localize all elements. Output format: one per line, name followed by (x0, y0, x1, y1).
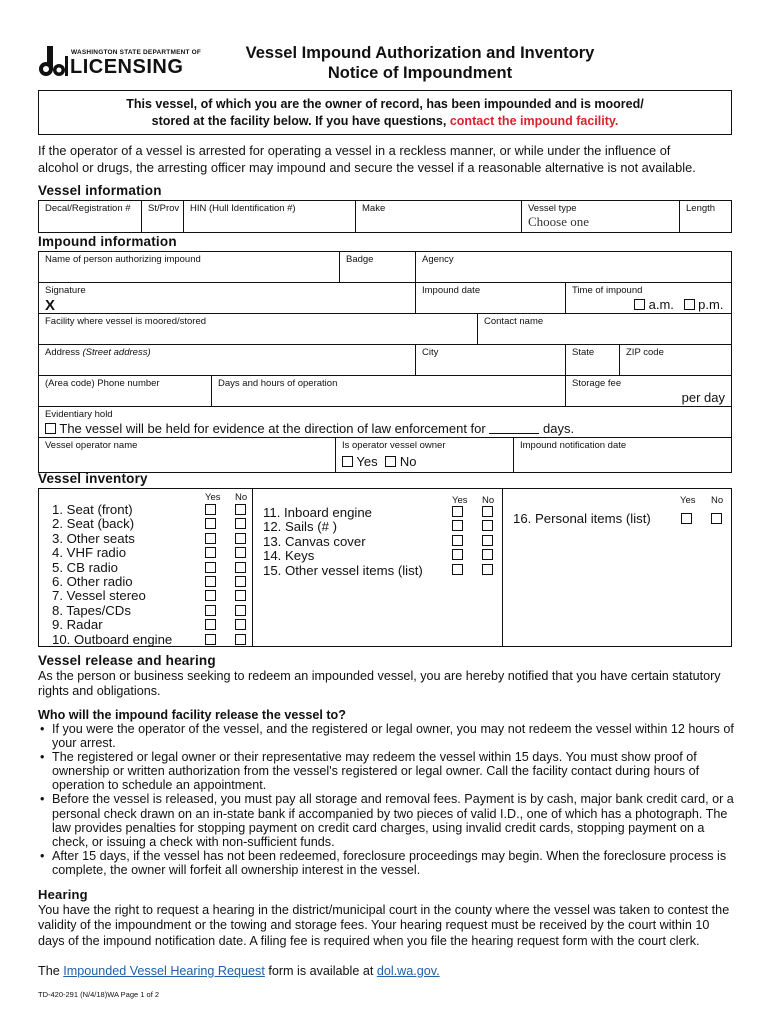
operator-name-label: Vessel operator name (45, 440, 138, 451)
is-owner-field (336, 438, 514, 472)
am-checkbox[interactable] (634, 299, 645, 310)
availability-prefix: The (38, 964, 60, 978)
evidentiary-days-suffix: days. (542, 421, 575, 436)
am-label: a.m. (648, 297, 674, 312)
item-no-checkbox[interactable] (235, 504, 246, 515)
intro-line-2: alcohol or drugs, the arresting officer may impound and secure the vessel if a reasonable alternative is not available. (38, 160, 696, 175)
notification-date-label: Impound notification date (520, 440, 627, 451)
am-pm-options (634, 297, 723, 312)
storage-fee-field[interactable] (566, 376, 731, 407)
impound-info-heading: Impound information (38, 234, 177, 249)
decal-field[interactable] (39, 201, 142, 232)
inventory-item: 5. CB radio (52, 559, 118, 575)
inventory-item: 13. Canvas cover (263, 533, 366, 549)
evidentiary-text: The vessel will be held for evidence at the direction of law enforcement for (59, 421, 486, 436)
time-of-impound-field[interactable] (566, 283, 731, 314)
city-field[interactable] (416, 345, 566, 376)
hin-label: HIN (Hull Identification #) (190, 203, 296, 214)
inventory-list-1 (52, 503, 172, 647)
item-no-checkbox[interactable] (235, 576, 246, 587)
title-line-2: Notice of Impoundment (327, 64, 513, 82)
inventory-item: 14. Keys (263, 548, 315, 564)
is-owner-options (342, 454, 416, 469)
item-yes-checkbox[interactable] (205, 576, 216, 587)
phone-field[interactable] (39, 376, 212, 407)
item-no-checkbox[interactable] (482, 549, 493, 560)
release-bullet: • Before the vessel is released, you must pay all storage and removal fees. Payment is by cash, major bank credit card, or a personal check drawn on an in-state bank if accompanied by two pieces of valid I.D., one of which has a photograph. The law provides penalties for stopping payment on credit card charges, using invalid credit cards, stopping payment on a check, or issuing a check with non-sufficient funds. (38, 792, 734, 848)
phone-label: (Area code) Phone number (45, 378, 160, 389)
per-day-text: per day (681, 390, 725, 405)
item-yes-checkbox[interactable] (205, 590, 216, 601)
dol-logo (38, 44, 202, 78)
hearing-form-availability (38, 964, 440, 979)
inventory-list-3 (513, 512, 651, 526)
owner-notice-box (38, 90, 732, 135)
item-yes-checkbox[interactable] (205, 634, 216, 645)
item-no-checkbox[interactable] (235, 619, 246, 630)
hearing-request-form-link[interactable]: Impounded Vessel Hearing Request (63, 964, 265, 978)
release-bullet: • If you were the operator of the vessel, and the registered or legal owner, you may not redeem the vessel within 12 hours of your arrest. (38, 722, 734, 750)
col1-no-header: No (235, 492, 248, 503)
signature-label: Signature (45, 285, 86, 296)
title-line-1: Vessel Impound Authorization and Inventory (245, 44, 595, 62)
inventory-item: 6. Other radio (52, 574, 133, 590)
agency-label: Agency (422, 254, 454, 265)
availability-mid: form is available at (268, 964, 374, 978)
hin-field[interactable] (184, 201, 356, 232)
facility-field[interactable] (39, 314, 478, 345)
contact-label: Contact name (484, 316, 544, 327)
badge-label: Badge (346, 254, 374, 265)
item-no-checkbox[interactable] (235, 533, 246, 544)
operator-name-field[interactable] (39, 438, 336, 472)
item-yes-checkbox[interactable] (452, 520, 463, 531)
pm-checkbox[interactable] (684, 299, 695, 310)
item-no-checkbox[interactable] (235, 547, 246, 558)
item-yes-checkbox[interactable] (452, 535, 463, 546)
inventory-item: 3. Other seats (52, 530, 135, 546)
evidentiary-days-blank[interactable] (489, 433, 539, 434)
inventory-grid (38, 488, 732, 647)
city-label: City (422, 347, 439, 358)
item-yes-checkbox[interactable] (205, 605, 216, 616)
item-no-checkbox[interactable] (482, 564, 493, 575)
col3-no-header: No (711, 495, 724, 506)
owner-no-checkbox[interactable] (385, 456, 396, 467)
stprov-label: St/Prov (148, 203, 180, 214)
col2-no-checkboxes (482, 506, 494, 578)
inventory-heading: Vessel inventory (38, 471, 148, 486)
is-owner-label: Is operator vessel owner (342, 440, 446, 451)
notice-line-2 (39, 113, 731, 130)
item-no-checkbox[interactable] (711, 513, 722, 524)
storage-fee-label: Storage fee (572, 378, 622, 389)
notice-line-2-text: stored at the facility below. If you have questions, (151, 114, 447, 128)
item-no-checkbox[interactable] (482, 535, 493, 546)
notification-date-field[interactable] (514, 438, 731, 472)
stprov-field[interactable] (142, 201, 184, 232)
signature-mark: X (45, 297, 56, 314)
evidentiary-hold-field (39, 407, 731, 438)
owner-yes-label: Yes (356, 454, 378, 469)
badge-field[interactable] (340, 252, 416, 283)
zip-label: ZIP code (626, 347, 664, 358)
impound-date-field[interactable] (416, 283, 566, 314)
hearing-text: You have the right to request a hearing in the district/municipal court in the county where the vessel was taken to contest the validity of the impoundment or the towing and storage fees. Your hearing request must be received by the court within 10 days of the impound notification date. A filing fee is required when you file the hearing request form with the court clerk. (38, 903, 730, 948)
days-hours-label: Days and hours of operation (218, 378, 338, 389)
evidentiary-statement (45, 421, 574, 436)
inventory-item: 12. Sails (# ) (263, 519, 338, 535)
make-label: Make (362, 203, 386, 214)
release-subheading: Who will the impound facility release the vessel to? (38, 708, 346, 722)
item-no-checkbox[interactable] (235, 518, 246, 529)
notice-line-1: This vessel, of which you are the owner of record, has been impounded and is moored/ (126, 97, 644, 111)
address-label-text: Address (45, 347, 80, 358)
inventory-item: 1. Seat (front) (52, 502, 133, 517)
dol-logo-icon (38, 46, 68, 78)
owner-no-label: No (399, 454, 417, 469)
col1-yes-checkboxes (205, 504, 217, 648)
evidentiary-checkbox[interactable] (45, 423, 56, 434)
authorizer-label: Name of person authorizing impound (45, 254, 201, 265)
address-field[interactable] (39, 345, 416, 376)
item-yes-checkbox[interactable] (205, 533, 216, 544)
inventory-item: 11. Inboard engine (263, 505, 373, 520)
decal-label: Decal/Registration # (45, 203, 131, 214)
item-no-checkbox[interactable] (235, 634, 246, 645)
facility-label: Facility where vessel is moored/stored (45, 316, 207, 327)
contact-facility-link[interactable]: contact the impound facility. (449, 114, 619, 128)
state-field[interactable] (566, 345, 620, 376)
item-no-checkbox[interactable] (235, 562, 246, 573)
item-yes-checkbox[interactable] (452, 506, 463, 517)
release-intro: As the person or business seeking to redeem an impounded vessel, you are hereby notified that you have certain statutory rights and obligations. (38, 669, 721, 699)
intro-line-1: If the operator of a vessel is arrested for operating a vessel in a reckless manner, or while under the influence of (38, 143, 671, 158)
vessel-type-label: Vessel type (528, 203, 577, 214)
length-field[interactable] (680, 201, 731, 232)
item-no-checkbox[interactable] (235, 590, 246, 601)
item-yes-checkbox[interactable] (452, 564, 463, 575)
length-label: Length (686, 203, 716, 214)
inventory-item: 16. Personal items (list) (513, 511, 651, 526)
col2-no-header: No (482, 495, 495, 506)
impound-date-label: Impound date (422, 285, 481, 296)
state-label: State (572, 347, 595, 358)
vessel-type-field[interactable] (522, 201, 680, 232)
inventory-item: 2. Seat (back) (52, 516, 135, 532)
release-bullet: • After 15 days, if the vessel has not been redeemed, foreclosure proceedings may begin. When the foreclosure process is complete, the owner will forfeit all ownership interest in the vessel. (38, 849, 734, 877)
days-hours-field[interactable] (212, 376, 566, 407)
vessel-info-grid (38, 200, 732, 233)
col1-no-checkboxes (235, 504, 247, 648)
release-heading: Vessel release and hearing (38, 653, 216, 668)
item-no-checkbox[interactable] (235, 605, 246, 616)
item-yes-checkbox[interactable] (681, 513, 692, 524)
pm-label: p.m. (698, 297, 724, 312)
dol-website-link[interactable]: dol.wa.gov. (376, 964, 440, 978)
inventory-item: 7. Vessel stereo (52, 588, 146, 604)
owner-yes-checkbox[interactable] (342, 456, 353, 467)
evidentiary-label: Evidentiary hold (45, 409, 113, 420)
col2-yes-checkboxes (452, 506, 464, 578)
agency-field[interactable] (416, 252, 731, 283)
col3-yes-header: Yes (680, 495, 696, 506)
hearing-heading: Hearing (38, 887, 88, 902)
agency-dept: WASHINGTON STATE DEPARTMENT OF (71, 49, 202, 56)
intro-paragraph (38, 142, 738, 176)
item-yes-checkbox[interactable] (452, 549, 463, 560)
form-title (200, 43, 640, 83)
authorizer-name-field[interactable] (39, 252, 340, 283)
address-label-hint: (Street address) (82, 347, 151, 358)
zip-field[interactable] (620, 345, 731, 376)
inventory-item: 9. Radar (52, 617, 103, 633)
inventory-item: 4. VHF radio (52, 545, 127, 561)
item-no-checkbox[interactable] (482, 520, 493, 531)
make-field[interactable] (356, 201, 522, 232)
col1-yes-header: Yes (205, 492, 221, 503)
contact-name-field[interactable] (478, 314, 731, 345)
address-label (45, 347, 151, 358)
inventory-list-2 (263, 506, 423, 578)
inventory-item: 8. Tapes/CDs (52, 602, 131, 618)
item-yes-checkbox[interactable] (205, 562, 216, 573)
vessel-info-heading: Vessel information (38, 183, 162, 198)
inventory-item: 10. Outboard engine (52, 631, 173, 647)
release-bullet: • The registered or legal owner or their representative may redeem the vessel within 15 days. You must show proof of ownership or written authorization from the vessel's registered or legal owner. Call the facility contact during hours of operation to schedule an appointment. (38, 750, 734, 792)
item-yes-checkbox[interactable] (205, 504, 216, 515)
release-bullets (38, 722, 734, 877)
time-label: Time of impound (572, 285, 643, 296)
signature-field[interactable] (39, 283, 416, 314)
inventory-item: 15. Other vessel items (list) (263, 562, 423, 578)
col2-yes-header: Yes (452, 495, 468, 506)
item-yes-checkbox[interactable] (205, 619, 216, 630)
form-id-footer: TD-420-291 (N/4/18)WA Page 1 of 2 (38, 990, 160, 999)
vessel-type-select[interactable]: Choose one (528, 214, 590, 229)
item-no-checkbox[interactable] (482, 506, 493, 517)
item-yes-checkbox[interactable] (205, 547, 216, 558)
impound-info-grid (38, 251, 732, 473)
agency-name: LICENSING (70, 56, 184, 78)
item-yes-checkbox[interactable] (205, 518, 216, 529)
